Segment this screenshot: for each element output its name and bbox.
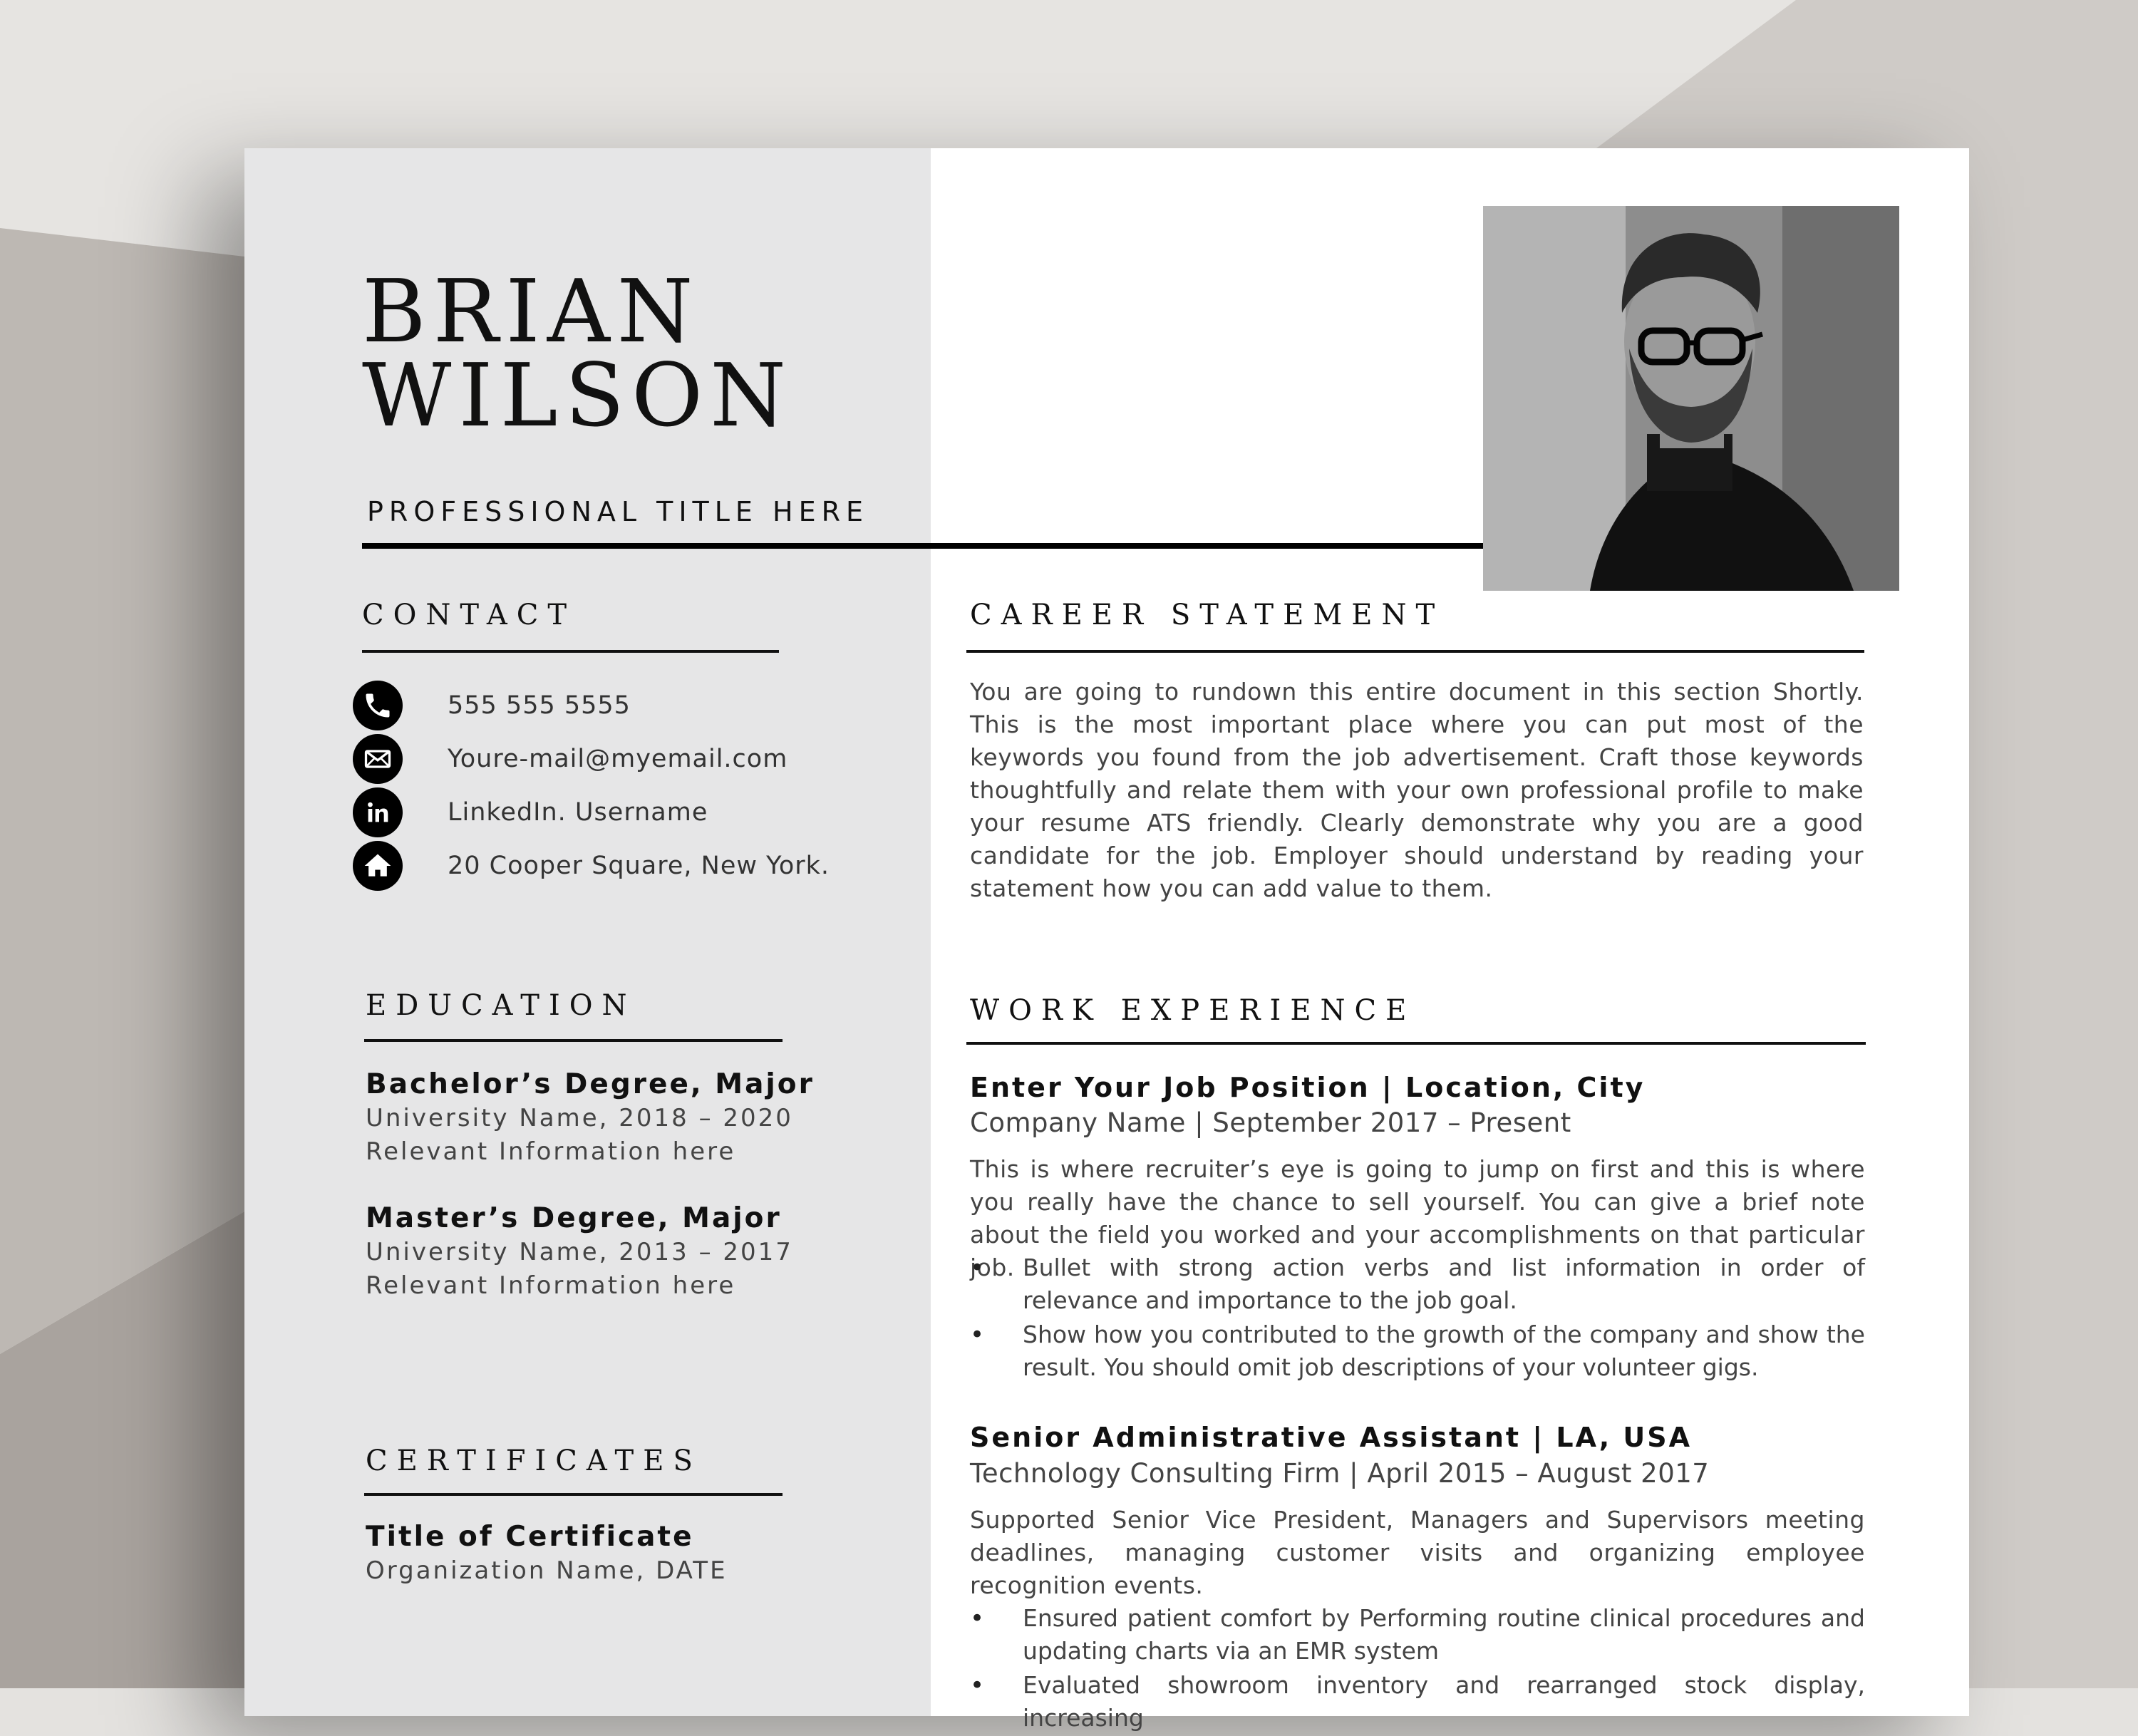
phone-icon (353, 681, 403, 730)
candidate-name (362, 261, 793, 446)
job-bullet: • Bullet with strong action verbs and list information in order of relevance and importance to the job goal. (970, 1251, 1865, 1317)
relevant-info: Relevant Information here (366, 1271, 736, 1300)
career-rule (966, 650, 1864, 653)
contact-text: LinkedIn. Username (448, 798, 708, 827)
certificate-title: Title of Certificate (366, 1521, 694, 1553)
work-rule (966, 1042, 1866, 1045)
job-bullet: • Show how you contributed to the growth of the company and show the result. You should omit job descriptions of your volunteer gigs. (970, 1318, 1865, 1384)
contact-text: 555 555 5555 (448, 691, 631, 720)
contact-address (353, 841, 830, 891)
university-line: University Name, 2013 – 2017 (366, 1238, 793, 1266)
job-bullets (970, 1602, 1865, 1736)
job-bullet: • Evaluated showroom inventory and rearranged stock display, increasing (970, 1669, 1865, 1735)
contact-phone (353, 681, 631, 730)
job-company: Technology Consulting Firm | April 2015 – August 2017 (970, 1458, 1710, 1489)
degree-title: Master’s Degree, Major (366, 1202, 782, 1234)
email-icon (353, 734, 403, 784)
linkedin-icon (353, 787, 403, 837)
job-title: Senior Administrative Assistant | LA, USA (970, 1422, 1693, 1453)
career-statement-text: You are going to rundown this entire document in this section Shortly. This is the most important place where you can put most of the keywords you found from the job advertisement. Craft those keywords thoughtfully and relate them with your own professional profile to make your resume ATS friendly. Clearly demonstrate why you are a good candidate for the job. Employer should understand by reading your statement how you can add value to them. (970, 678, 1864, 902)
certificates-rule (364, 1493, 783, 1496)
education-entry (366, 1068, 815, 1169)
job-summary: Supported Senior Vice President, Managers and Supervisors meeting deadlines, managing customer visits and organizing employee recognition events. (970, 1506, 1865, 1599)
contact-rule (362, 650, 779, 653)
contact-linkedin (353, 787, 708, 837)
job-title: Enter Your Job Position | Location, City (970, 1072, 1646, 1103)
education-rule (364, 1039, 783, 1042)
last-name: WILSON (362, 345, 793, 446)
contact-email (353, 734, 787, 784)
job-company: Company Name | September 2017 – Present (970, 1107, 1571, 1138)
job-summary: This is where recruiter’s eye is going to jump on first and this is where you really have the chance to sell yourself. You can give a brief note about the field you worked and your accomplishments on that particular job. (970, 1155, 1865, 1281)
education-heading: EDUCATION (366, 989, 636, 1022)
certificate-entry (366, 1520, 728, 1588)
university-line: University Name, 2018 – 2020 (366, 1104, 793, 1132)
resume-page (244, 148, 1969, 1732)
job-bullet: • Ensured patient comfort by Performing routine clinical procedures and updating charts via an EMR system (970, 1602, 1865, 1668)
certificate-org: Organization Name, DATE (366, 1556, 728, 1585)
profile-photo (1483, 206, 1899, 591)
job-bullets (970, 1251, 1865, 1385)
contact-heading: CONTACT (362, 599, 577, 631)
certificates-heading: CERTIFICATES (366, 1445, 702, 1477)
header-divider (362, 543, 1538, 549)
work-heading: WORK EXPERIENCE (970, 994, 1416, 1027)
career-heading: CAREER STATEMENT (970, 599, 1445, 631)
relevant-info: Relevant Information here (366, 1137, 736, 1166)
home-icon (353, 841, 403, 891)
portrait-illustration (1483, 206, 1899, 591)
contact-text: 20 Cooper Square, New York. (448, 852, 830, 880)
education-entry (366, 1202, 793, 1303)
contact-text: Youre-mail@myemail.com (448, 745, 788, 773)
professional-title: PROFESSIONAL TITLE HERE (367, 496, 869, 527)
first-name: BRIAN (362, 261, 701, 362)
degree-title: Bachelor’s Degree, Major (366, 1068, 815, 1100)
